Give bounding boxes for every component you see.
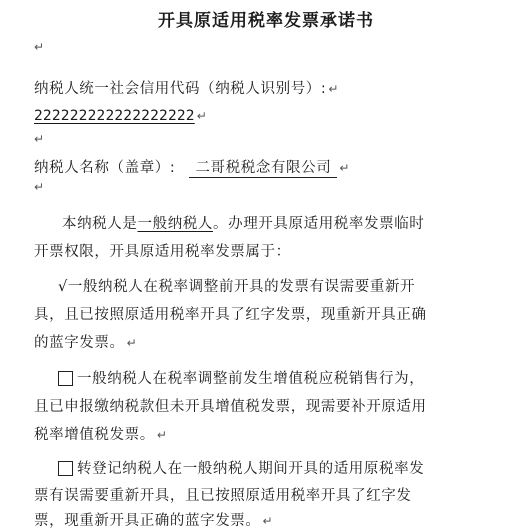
option-1-line-1: √一般纳税人在税率调整前开具的发票有误需要重新开 bbox=[58, 279, 416, 295]
taxpayer-name-label: 纳税人名称（盖章）: bbox=[34, 160, 176, 176]
intro-line-2: 开票权限，开具原适用税率发票属于： bbox=[34, 244, 291, 260]
taxpayer-type: 一般纳税人 bbox=[137, 216, 213, 232]
taxpayer-name-line bbox=[34, 156, 350, 178]
tax-id-value: 222222222222222222 bbox=[34, 108, 195, 124]
intro-line-1 bbox=[62, 212, 424, 233]
intro-prefix: 本纳税人是 bbox=[62, 216, 138, 232]
option-2-line-2: 且已申报缴纳税款但未开具增值税发票，现需要补开原适用 bbox=[34, 399, 427, 415]
option-1-checkmark[interactable]: √ bbox=[58, 279, 68, 295]
tax-id-value-line bbox=[34, 108, 207, 124]
tax-id-label-line bbox=[34, 77, 339, 98]
paragraph-return-mark: ↵ bbox=[156, 428, 168, 442]
option-2-checkbox[interactable] bbox=[58, 371, 73, 386]
paragraph-return-mark: ↵ bbox=[34, 132, 45, 146]
paragraph-return-mark: ↵ bbox=[126, 336, 138, 350]
intro-suffix: 。办理开具原适用税率发票临时 bbox=[213, 216, 425, 232]
paragraph-return-mark: ↵ bbox=[262, 514, 274, 528]
option-2-line-1: 一般纳税人在税率调整前发生增值税应税销售行为， bbox=[58, 367, 424, 388]
option-1-line-2: 具，且已按照原适用税率开具了红字发票，现重新开具正确 bbox=[34, 307, 427, 323]
taxpayer-name-value: 二哥税税念有限公司 bbox=[189, 156, 337, 178]
option-3-checkbox[interactable] bbox=[58, 461, 73, 476]
paragraph-return-mark: ↵ bbox=[34, 180, 45, 194]
tax-id-label: 纳税人统一社会信用代码（纳税人识别号）: bbox=[34, 81, 327, 97]
option-1-line-3: 的蓝字发票。 ↵ bbox=[34, 335, 138, 351]
paragraph-return-mark: ↵ bbox=[196, 109, 208, 123]
option-3-line-3: 票，现重新开具正确的蓝字发票。 ↵ bbox=[34, 513, 274, 529]
paragraph-return-mark: ↵ bbox=[339, 161, 351, 175]
option-2-line-3: 税率增值税发票。 ↵ bbox=[34, 427, 168, 443]
paragraph-return-mark: ↵ bbox=[34, 40, 45, 54]
option-3-line-1: 转登记纳税人在一般纳税人期间开具的适用原税率发 bbox=[58, 457, 424, 478]
document-title: 开具原适用税率发票承诺书 bbox=[158, 11, 374, 31]
paragraph-return-mark: ↵ bbox=[328, 82, 340, 96]
option-3-line-2: 票有误需要重新开具，且已按照原适用税率开具了红字发 bbox=[34, 488, 412, 504]
